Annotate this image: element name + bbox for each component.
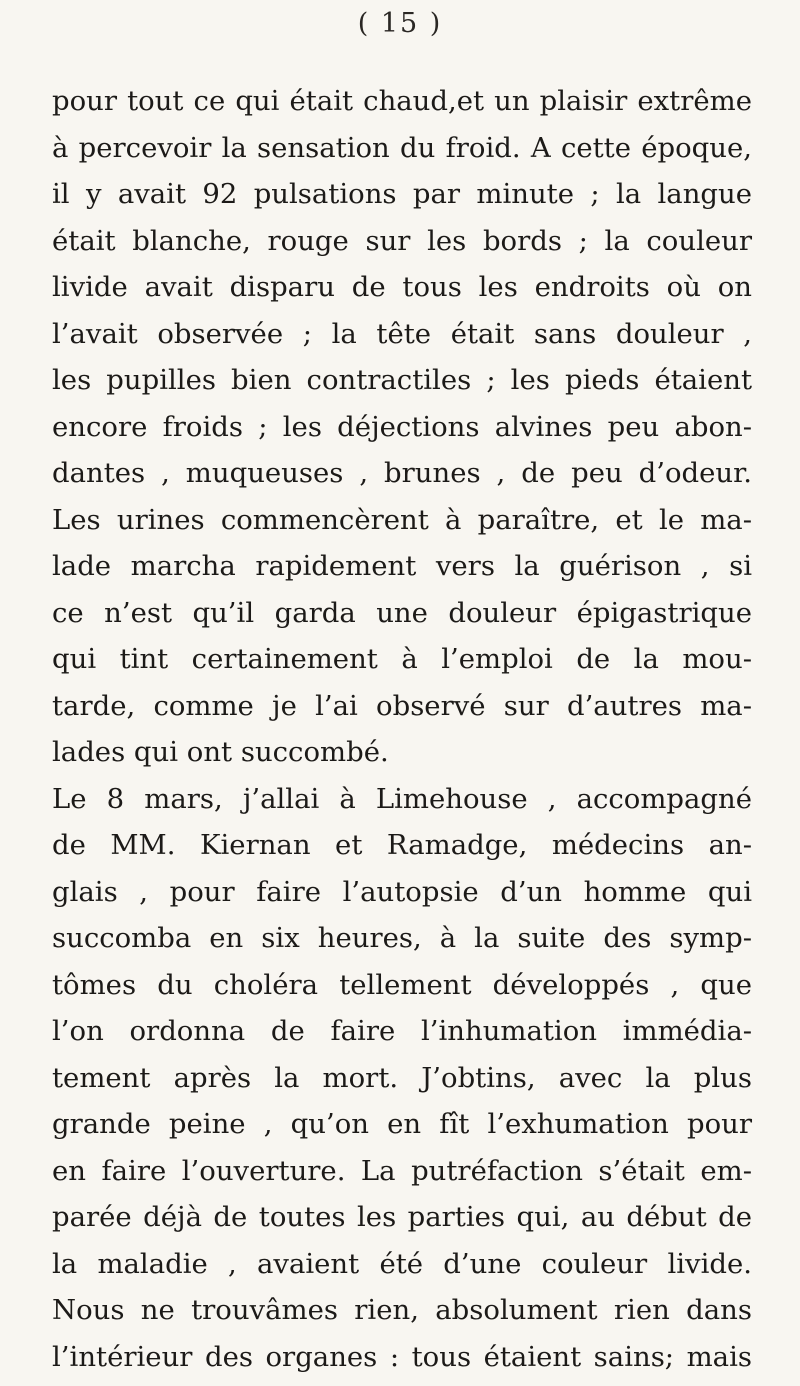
- text-line: la maladie , avaient été d’une couleur livide.: [52, 1247, 752, 1280]
- text-line: Les urines commencèrent à paraître, et le ma-: [52, 503, 752, 536]
- text-line: l’avait observée ; la tête était sans douleur ,: [52, 317, 752, 350]
- text-line: livide avait disparu de tous les endroits où on: [52, 271, 752, 303]
- text-line: de MM. Kiernan et Ramadge, médecins an-: [52, 829, 752, 861]
- text-line: qui tint certainement à l’emploi de la mou-: [52, 643, 752, 675]
- text-line: il y avait 92 pulsations par minute ; la langue: [52, 178, 752, 210]
- text-line: les pupilles bien contractiles ; les pieds étaient: [52, 364, 752, 396]
- text-line: tômes du choléra tellement développés , que: [52, 968, 752, 1001]
- text-line: succomba en six heures, à la suite des symp-: [52, 922, 752, 954]
- page-number: ( 15 ): [357, 8, 443, 39]
- text-line: Le 8 mars, j’allai à Limehouse , accompagné: [52, 782, 752, 815]
- body-text: [52, 78, 752, 1380]
- text-line: dantes , muqueuses , brunes , de peu d’odeur.: [52, 457, 752, 489]
- text-line: grande peine , qu’on en fît l’exhumation pour: [52, 1108, 752, 1140]
- text-line: l’on ordonna de faire l’inhumation immédia-: [52, 1015, 752, 1047]
- text-line: à percevoir la sensation du froid. A cette époque,: [52, 131, 752, 164]
- text-line: tement après la mort. J’obtins, avec la plus: [52, 1061, 752, 1094]
- text-line: l’intérieur des organes : tous étaient sains; mais: [52, 1340, 752, 1373]
- text-line: ce n’est qu’il garda une douleur épigastrique: [52, 596, 752, 629]
- text-line: tarde, comme je l’ai observé sur d’autres ma-: [52, 689, 752, 722]
- text-line: Nous ne trouvâmes rien, absolument rien dans: [52, 1294, 752, 1326]
- text-line: pour tout ce qui était chaud,et un plaisir extrême: [52, 85, 752, 117]
- text-line: glais , pour faire l’autopsie d’un homme qui: [52, 875, 752, 908]
- text-line: lade marcha rapidement vers la guérison , si: [52, 550, 752, 582]
- text-line: lades qui ont succombé.: [52, 736, 389, 768]
- text-line: encore froids ; les déjections alvines peu abon-: [52, 410, 752, 443]
- text-line: parée déjà de toutes les parties qui, au début de: [52, 1201, 752, 1233]
- text-line: en faire l’ouverture. La putréfaction s’était em-: [52, 1154, 752, 1187]
- text-line: était blanche, rouge sur les bords ; la couleur: [52, 224, 752, 257]
